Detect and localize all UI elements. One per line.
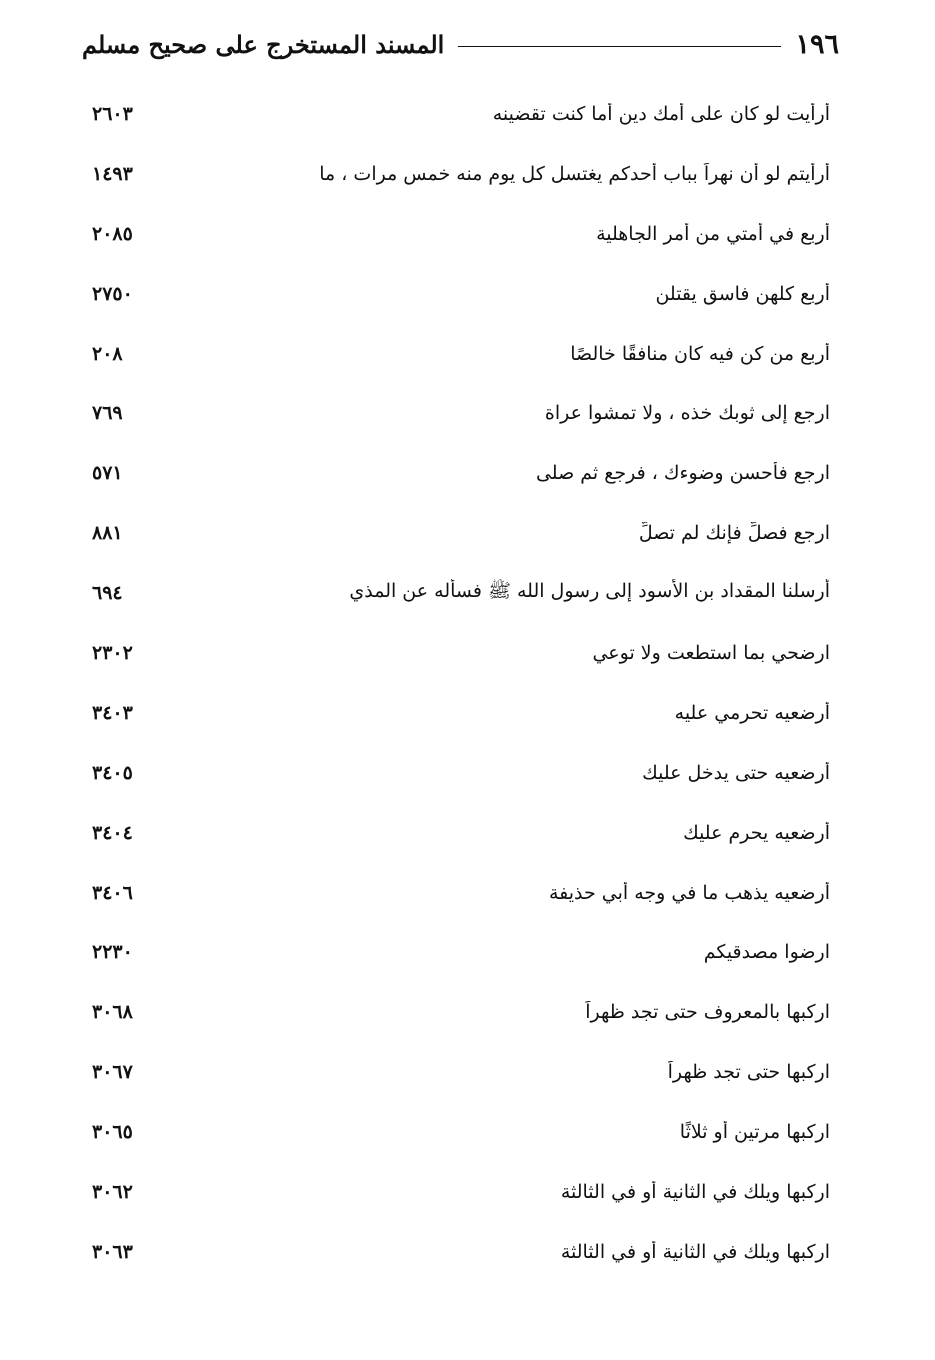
index-row bbox=[92, 623, 830, 683]
index-row bbox=[92, 324, 830, 384]
hadith-number: ٢٠٨٥ bbox=[92, 222, 133, 245]
hadith-number: ٧٦٩ bbox=[92, 402, 123, 425]
hadith-text: أرأيتم لو أن نهراً بباب أحدكم يغتسل كل يوم منه خمس مرات ، ما bbox=[319, 162, 830, 185]
running-title: المسند المستخرج على صحيح مسلم bbox=[82, 29, 445, 59]
hadith-number: ٣٠٦٣ bbox=[92, 1240, 133, 1263]
hadith-text: أرأيت لو كان على أمك دين أما كنت تقضينه bbox=[492, 102, 830, 125]
hadith-text: أربع من كن فيه كان منافقًا خالصًا bbox=[570, 342, 830, 365]
index-row bbox=[92, 1042, 830, 1102]
hadith-number: ٥٧١ bbox=[92, 462, 123, 485]
hadith-text: أرضعيه حتى يدخل عليك bbox=[642, 761, 830, 784]
index-row bbox=[92, 503, 830, 563]
hadith-index-list bbox=[92, 84, 830, 1282]
hadith-number: ٨٨١ bbox=[92, 522, 123, 545]
hadith-number: ٣٤٠٣ bbox=[92, 701, 133, 724]
hadith-number: ٣٠٦٢ bbox=[92, 1180, 133, 1203]
index-row bbox=[92, 144, 830, 204]
hadith-text: ارضحي بما استطعت ولا توعي bbox=[592, 641, 830, 664]
index-row bbox=[92, 982, 830, 1042]
hadith-text: أرسلنا المقداد بن الأسود إلى رسول الله ﷺ فسأله عن المذي bbox=[349, 580, 830, 603]
hadith-number: ٢٦٠٣ bbox=[92, 102, 133, 125]
hadith-number: ١٤٩٣ bbox=[92, 162, 133, 185]
hadith-number: ٢٧٥٠ bbox=[92, 282, 133, 305]
hadith-text: ارجع فأحسن وضوءك ، فرجع ثم صلى bbox=[535, 462, 830, 485]
index-row bbox=[92, 204, 830, 264]
hadith-number: ٣٤٠٥ bbox=[92, 761, 133, 784]
index-row bbox=[92, 743, 830, 803]
index-row bbox=[92, 563, 830, 623]
hadith-number: ٣٤٠٦ bbox=[92, 881, 133, 904]
hadith-number: ٢٠٨ bbox=[92, 342, 123, 365]
hadith-text: ارضوا مصدقيكم bbox=[703, 941, 830, 964]
hadith-text: اركبها بالمعروف حتى تجد ظهراً bbox=[585, 1001, 830, 1024]
page-number: ١٩٦ bbox=[795, 28, 839, 60]
hadith-text: اركبها ويلك في الثانية أو في الثالثة bbox=[560, 1180, 830, 1203]
index-row bbox=[92, 1222, 830, 1282]
hadith-text: اركبها حتى تجد ظهراً bbox=[667, 1061, 830, 1084]
index-row bbox=[92, 443, 830, 503]
index-row bbox=[92, 383, 830, 443]
hadith-number: ٣٠٦٨ bbox=[92, 1001, 133, 1024]
index-row bbox=[92, 922, 830, 982]
index-row bbox=[92, 264, 830, 324]
index-row bbox=[92, 1102, 830, 1162]
hadith-text: اركبها مرتين أو ثلاثًا bbox=[679, 1121, 830, 1144]
hadith-number: ٦٩٤ bbox=[92, 582, 123, 605]
hadith-text: اركبها ويلك في الثانية أو في الثالثة bbox=[560, 1240, 830, 1263]
hadith-number: ٢٣٠٢ bbox=[92, 641, 133, 664]
hadith-text: ارجع إلى ثوبك خذه ، ولا تمشوا عراة bbox=[544, 402, 830, 425]
hadith-number: ٣٠٦٧ bbox=[92, 1061, 133, 1084]
index-row bbox=[92, 1162, 830, 1222]
hadith-text: ارجع فصلِّ فإنك لم تصلِّ bbox=[638, 522, 830, 545]
hadith-text: أرضعيه تحرمي عليه bbox=[674, 701, 830, 724]
index-row bbox=[92, 683, 830, 743]
index-row bbox=[92, 803, 830, 863]
page-header bbox=[82, 22, 839, 66]
index-row bbox=[92, 84, 830, 144]
hadith-text: أرضعيه يذهب ما في وجه أبي حذيفة bbox=[548, 881, 830, 904]
hadith-number: ٣٠٦٥ bbox=[92, 1121, 133, 1144]
hadith-number: ٣٤٠٤ bbox=[92, 821, 133, 844]
hadith-text: أربع كلهن فاسق يقتلن bbox=[655, 282, 830, 305]
hadith-number: ٢٢٣٠ bbox=[92, 941, 133, 964]
index-row bbox=[92, 863, 830, 923]
header-rule bbox=[458, 46, 781, 47]
hadith-text: أربع في أمتي من أمر الجاهلية bbox=[596, 222, 830, 245]
hadith-text: أرضعيه يحرم عليك bbox=[683, 821, 830, 844]
